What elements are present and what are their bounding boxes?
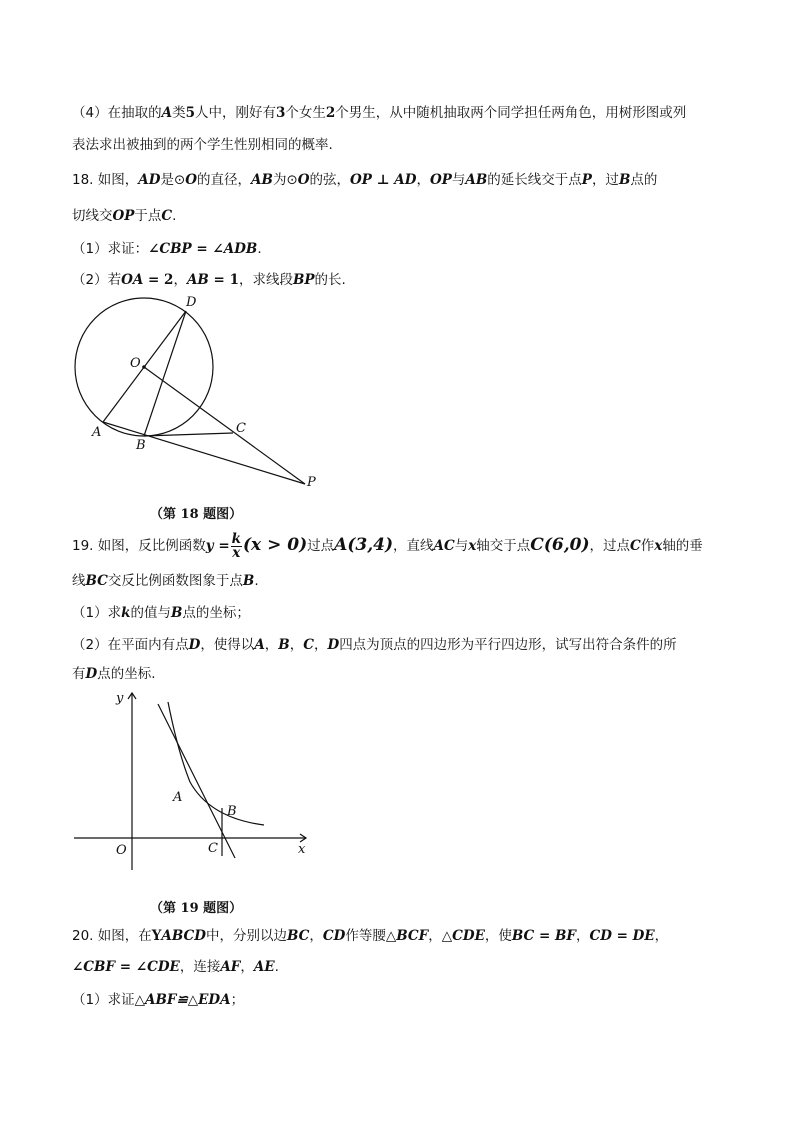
math-CD: CD [322,928,346,944]
q20-text: ， [240,959,254,975]
hyperbola-curve [168,702,264,825]
math-CD-eq-DE: CD = DE [589,928,655,944]
math-C: C [161,208,173,224]
q18-text: 点的 [630,172,658,188]
q18-text: ，过 [591,172,619,188]
q18-text: . [172,208,177,224]
q18-sub2 [72,271,346,289]
q17-text: 个男生，从中随机抽取两个同学担任两角色，用树形图或列 [335,105,687,121]
q18-text: 如图， [97,172,139,188]
math-angle-equation: ∠CBF = ∠CDE [72,959,180,975]
q18-text: ， [416,172,430,188]
q19-text: ，使得以 [200,637,255,653]
math-AD: AD [138,172,161,188]
q20-stem-line2 [72,958,279,976]
frac-denominator: x [232,544,241,561]
number-2: 2 [164,272,174,288]
q20-text: ，连接 [179,959,221,975]
q19-text: ， [289,637,304,653]
q18-text: 的直径， [197,172,252,188]
q19-text: 有 [72,666,86,682]
q20-text: 作等腰 [345,928,386,944]
q19-text: （2）在平面内有点 [72,637,189,653]
label-O: O [116,843,127,858]
math-B: B [242,573,255,589]
q18-text: ， [173,272,187,288]
label-B: B [227,804,237,819]
math-triangle-CDE: △CDE [441,928,485,944]
label-B: B [136,438,146,453]
math-domain: (x > 0) [243,535,308,555]
question-number: 18. [72,172,94,188]
q20-text: . [274,959,279,975]
q20-stem-line1 [72,927,668,945]
math-point-A: A(3,4) [334,535,393,555]
y-axis-arrow [128,693,136,699]
math-k: k [121,605,131,621]
math-A: A [254,637,265,653]
q19-text: ，过点 [589,538,630,554]
q20-text: ， [428,928,442,944]
number-2: 2 [325,105,336,121]
math-D: D [188,637,201,653]
q18-text: （2）若 [72,272,122,288]
q19-text: 点的坐标； [182,605,250,621]
parallelogram-symbol: Y [151,928,162,944]
circle-symbol: ⊙ [286,172,298,188]
q19-sub2-line2 [72,665,156,683]
math-AF: AF [220,959,241,975]
label-C: C [208,841,218,856]
math-O: O [185,172,198,188]
math-AB: AB [186,272,209,288]
q19-text: 与 [454,538,469,554]
q20-text: ， [576,928,590,944]
math-OA: OA [121,272,144,288]
math-congruence: △ABF≌△EDA [134,992,231,1008]
math-D: D [85,666,98,682]
q18-text: 为 [272,172,287,188]
math-eq: = [143,272,165,288]
math-P: P [581,172,592,188]
q19-text: 如图，反比例函数 [97,538,206,554]
math-C: C [630,538,641,554]
math-BC: BC [287,928,310,944]
math-eq: = [208,272,230,288]
question-number: 19. [72,538,94,554]
q17-text: （4）在抽取的 [72,105,162,121]
q18-text: ，求线段 [238,272,293,288]
label-A: A [92,425,102,440]
math-BC-eq-BF: BC = BF [511,928,576,944]
math-BP: BP [292,272,315,288]
math-point-C: C(6,0) [530,535,590,555]
label-C: C [236,421,246,436]
q17-text: 人中，刚好有 [194,105,276,121]
q19-text: 点的坐标. [97,666,156,682]
q19-text: 线 [72,573,86,589]
q18-text: 切线交 [72,208,113,224]
q20-text: ， [654,928,669,944]
circle-O [75,298,213,436]
number-1: 1 [229,272,239,288]
q18-stem-line1 [72,171,657,189]
x-axis-arrow [300,834,306,842]
q19-text: 过点 [307,538,335,554]
q18-text: 的长. [314,272,346,288]
label-P: P [307,475,316,490]
label-x: x [298,842,306,857]
q18-text: 的延长线交于点 [487,172,582,188]
q17-text: 表法求出被抽到的两个学生性别相同的概率. [72,137,333,153]
math-AB: AB [251,172,273,188]
q19-text: ，直线 [393,538,434,554]
number-5: 5 [185,105,195,121]
math-x: x [468,538,477,554]
q19-text: ， [313,637,328,653]
math-AC: AC [433,538,455,554]
q20-text: （1）求证 [72,992,135,1008]
math-ABCD: ABCD [161,928,207,944]
q17-part4-line2 [72,136,333,154]
math-y-eq: y = [205,538,230,554]
q19-text: 交反比例函数图象于点 [107,573,243,589]
q17-part4-line1 [72,104,686,122]
segment-AD [103,311,186,422]
center-dot [142,365,146,369]
q18-text: 与 [451,172,466,188]
math-B: B [618,172,631,188]
q19-text: 的值与 [130,605,171,621]
q19-stem-line2 [72,572,259,590]
q18-text: . [257,241,262,257]
q18-text: （1）求证： [72,241,149,257]
math-triangle-BCF: △BCF [385,928,429,944]
q19-sub2-line1 [72,636,677,654]
q17-text: 类 [172,105,186,121]
math-OP: OP [429,172,452,188]
q18-sub1 [72,240,262,258]
math-BC: BC [85,573,108,589]
math-B: B [170,605,183,621]
q19-text: ， [264,637,279,653]
fraction-k-over-x [231,530,242,561]
q17-text: 个女生 [285,105,326,121]
label-y: y [116,691,124,706]
question-number: 20. [72,928,94,944]
label-A: A [173,790,183,805]
math-D: D [327,637,340,653]
math-OP: OP [112,208,135,224]
math-angle-equation: ∠CBP = ∠ADB [148,241,258,257]
math-AB: AB [465,172,488,188]
q18-text: 于点 [134,208,162,224]
math-OP-perp-AD: OP ⊥ AD [350,172,417,188]
q19-text: 轴交于点 [476,538,531,554]
math-A: A [161,105,173,121]
q18-stem-line2 [72,207,176,225]
q19-figure-caption: （第 19 题图） [150,901,243,916]
q19-sub1 [72,604,250,622]
math-AE: AE [253,959,275,975]
segment-AP [103,422,305,484]
segment-OP [144,367,305,484]
math-O: O [297,172,310,188]
q20-text: ； [230,992,245,1008]
segment-DB [144,311,186,436]
q19-text: 四点为顶点的四边形为平行四边形，试写出符合条件的所 [339,637,677,653]
q19-text: 作 [640,538,655,554]
q20-text: 如图，在 [97,928,152,944]
label-O: O [130,356,141,371]
segment-BC [144,433,233,436]
line-AC [158,704,235,858]
q18-text: 是 [160,172,174,188]
q20-sub1 [72,991,244,1009]
q19-text: . [254,573,259,589]
frac-numerator: k [231,530,241,547]
q20-text: 中，分别以边 [206,928,288,944]
q20-text: ， [309,928,323,944]
math-B: B [278,637,290,653]
q19-stem-line1 [72,532,703,560]
q19-text: 轴的垂 [662,538,703,554]
q19-text: （1）求 [72,605,122,621]
math-x: x [654,538,663,554]
q18-figure-caption: （第 18 题图） [150,507,243,522]
math-C: C [303,637,314,653]
q18-text: 的弦， [309,172,351,188]
number-3: 3 [275,105,286,121]
circle-symbol: ⊙ [173,172,186,188]
q20-text: ，使 [484,928,512,944]
label-D: D [186,295,197,310]
